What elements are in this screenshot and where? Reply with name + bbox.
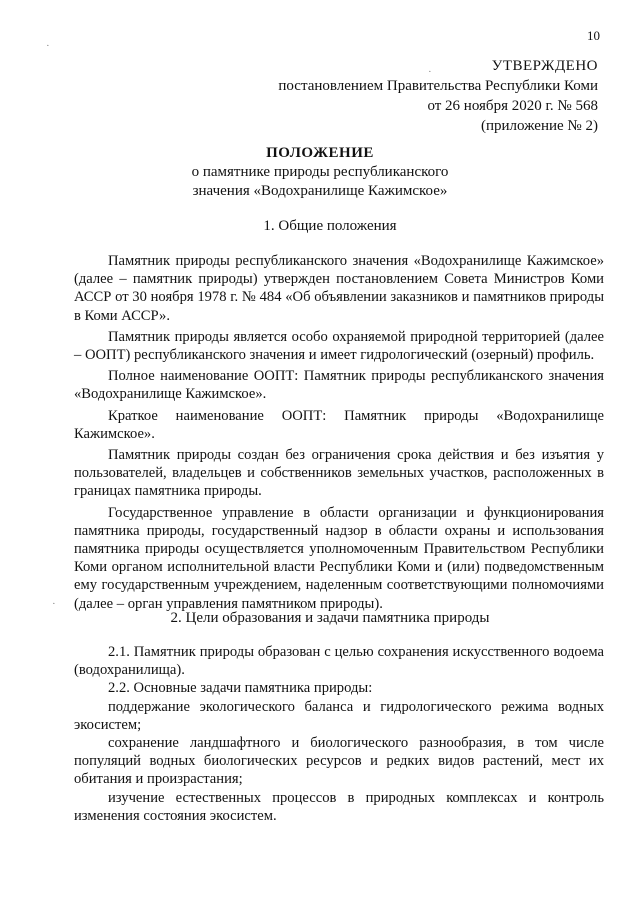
- title-main: ПОЛОЖЕНИЕ: [266, 145, 374, 161]
- title-sub-1: о памятнике природы республиканского: [191, 164, 449, 180]
- scan-dot-mark: ·: [46, 40, 50, 52]
- section-1-paragraph: Памятник природы республиканского значения «Водохранилище Кажимское» (далее – памятник природы) утвержден постановлением Совета Министров Коми АССР от 30 ноября 1978 г. № 484 «Об объявлении заказников и памятников природы в Коми АССР».: [74, 253, 604, 324]
- document-title: [0, 144, 640, 201]
- title-sub-2: значения «Водохранилище Кажимское»: [192, 183, 448, 199]
- page-number: 10: [587, 28, 600, 43]
- section-2-paragraph: 2.1. Памятник природы образован с целью сохранения искусственного водоема (водохранилища).: [74, 644, 604, 679]
- approval-block: [278, 56, 598, 136]
- section-1-paragraph: Памятник природы является особо охраняемой природной территорией (далее – ООПТ) республиканского значения и имеет гидрологический (озерный) профиль.: [74, 328, 604, 364]
- approval-line-2: от 26 ноября 2020 г. № 568: [427, 98, 598, 114]
- section-2-paragraph: 2.2. Основные задачи памятника природы:: [108, 680, 373, 697]
- scan-dot-mark: ·: [52, 598, 56, 610]
- section-1-paragraph: Памятник природы создан без ограничения срока действия и без изъятия у пользователей, владельцев и собственников земельных участков, расположенных в границах памятника природы.: [74, 447, 604, 500]
- approval-heading: УТВЕРЖДЕНО: [491, 58, 598, 74]
- section-1-body: [74, 252, 604, 616]
- section-2-body: [74, 643, 604, 825]
- section-2-paragraph: изучение естественных процессов в природных комплексах и контроль изменения состояния экосистем.: [74, 789, 604, 824]
- section-2-paragraph: сохранение ландшафтного и биологического разнообразия, в том числе популяций водных биологических ресурсов и редких видов растений, мест их обитания и произрастания;: [74, 735, 604, 788]
- section-2-heading: 2. Цели образования и задачи памятника природы: [170, 610, 490, 626]
- approval-line-1: постановлением Правительства Республики Коми: [278, 78, 598, 94]
- section-2-paragraph: поддержание экологического баланса и гидрологического режима водных экосистем;: [74, 698, 604, 733]
- approval-line-3: (приложение № 2): [480, 118, 598, 134]
- section-1-paragraph: Краткое наименование ООПТ: Памятник природы «Водохранилище Кажимское».: [74, 407, 604, 442]
- scan-dot-mark: ·: [428, 66, 432, 78]
- section-1-paragraph: Полное наименование ООПТ: Памятник природы республиканского значения «Водохранилище Кажимское».: [74, 368, 604, 403]
- section-1-heading: 1. Общие положения: [263, 218, 397, 234]
- section-1-paragraph: Государственное управление в области организации и функционирования памятника природы, государственный надзор в области охраны и использования памятника природы осуществляется уполномоченным Правительством Республики Коми органом исполнительной власти Республики Коми и (или) подведомственным ему государственным учреждением, наделенным соответствующими полномочиями (далее – орган управления памятником природы).: [74, 504, 604, 612]
